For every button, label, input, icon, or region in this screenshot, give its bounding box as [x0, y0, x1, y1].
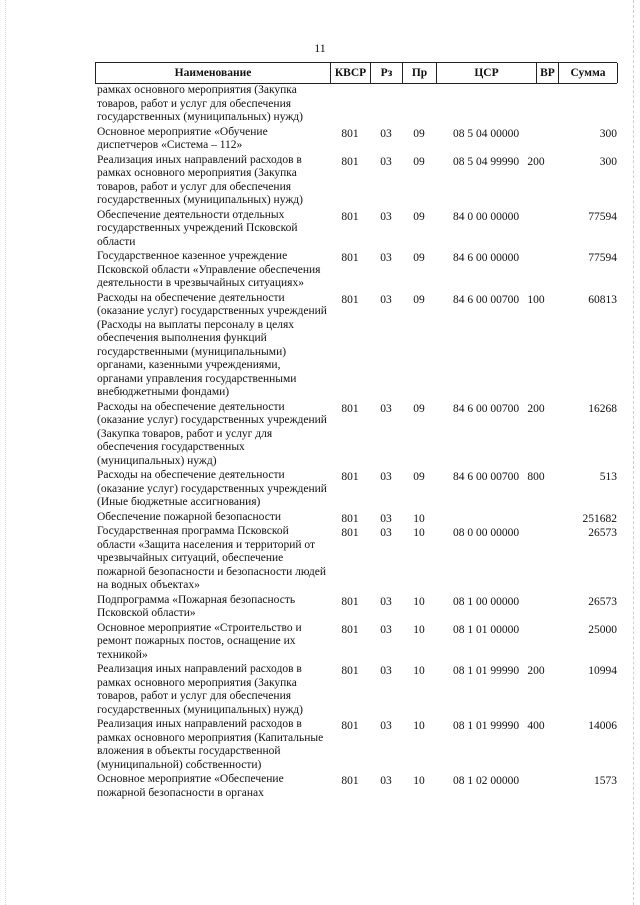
- row-rz: 03: [380, 665, 392, 677]
- row-kvsr: 801: [341, 512, 359, 525]
- row-pr: 10: [413, 512, 425, 525]
- row-name: Реализация иных направлений расходов в рамках основного мероприятия (Закупка товаров, работ и услуг для обеспечения государственных (муниципальных) нужд): [97, 153, 303, 206]
- table-row: [95, 469, 617, 510]
- row-kvsr: 801: [341, 402, 359, 415]
- table-row: [95, 209, 617, 250]
- row-sum: 26573: [588, 595, 617, 608]
- row-rz: 03: [380, 293, 392, 306]
- scan-left-edge: [5, 0, 7, 905]
- row-name: Обеспечение деятельности отдельных государственных учреждений Псковской области: [97, 208, 298, 248]
- row-kvsr: 801: [341, 155, 359, 168]
- row-pr: 09: [413, 471, 425, 483]
- table-row: [95, 663, 617, 717]
- row-sum: 300: [599, 155, 617, 168]
- row-csr: 84 6 00 00700: [452, 293, 520, 306]
- row-vr: 200: [527, 665, 545, 677]
- header-pr: Пр: [403, 63, 437, 83]
- row-name: Расходы на обеспечение деятельности (оказание услуг) государственных учреждений (Закупка товаров, работ и услуг для обеспечения государственных (муниципальных) нужд): [97, 400, 327, 467]
- row-csr: 08 0 00 00000: [452, 527, 520, 539]
- table-row: [95, 773, 617, 800]
- row-vr: 400: [527, 720, 545, 732]
- row-rz: 03: [380, 595, 392, 608]
- row-name: Обеспечение пожарной безопасности: [97, 510, 282, 523]
- table-row: [95, 250, 617, 291]
- header-vr: ВР: [537, 63, 559, 83]
- row-sum: 25000: [588, 623, 617, 636]
- row-sum: 16268: [588, 402, 617, 415]
- row-pr: 10: [413, 527, 425, 539]
- row-rz: 03: [380, 402, 392, 415]
- row-sum: 60813: [588, 293, 617, 306]
- row-name: Подпрограмма «Пожарная безопасность Псковской области»: [97, 593, 296, 619]
- row-pr: 10: [413, 623, 425, 636]
- page-number: 11: [314, 41, 326, 55]
- row-name: Расходы на обеспечение деятельности (оказание услуг) государственных учреждений (Расходы на выплаты персоналу в целях обеспечения выполнения функций государственными (муниципальными) органами, казенными учреждениями, органами управления государственными внебюджетными фондами): [97, 291, 327, 398]
- table-row: [95, 718, 617, 772]
- table-row: [95, 511, 617, 525]
- row-pr: 09: [413, 293, 425, 306]
- row-csr: 08 1 01 00000: [452, 623, 520, 636]
- row-sum: 77594: [588, 252, 617, 264]
- row-pr: 09: [413, 402, 425, 415]
- row-rz: 03: [380, 471, 392, 483]
- row-rz: 03: [380, 127, 392, 140]
- row-csr: 08 1 00 00000: [452, 595, 520, 608]
- row-kvsr: 801: [341, 127, 359, 140]
- row-kvsr: 801: [341, 252, 359, 264]
- row-csr: 84 6 00 00000: [452, 252, 520, 264]
- table-header: [95, 62, 617, 84]
- row-kvsr: 801: [341, 210, 359, 223]
- row-csr: 08 5 04 99990: [452, 155, 520, 168]
- row-kvsr: 801: [341, 595, 359, 608]
- row-kvsr: 801: [341, 293, 359, 306]
- row-csr: 84 6 00 00700: [452, 402, 520, 415]
- header-csr: ЦСР: [437, 63, 537, 83]
- row-sum: 10994: [588, 665, 617, 677]
- table-row: [95, 622, 617, 663]
- row-rz: 03: [380, 720, 392, 732]
- row-sum: 77594: [588, 210, 617, 223]
- row-name: Расходы на обеспечение деятельности (оказание услуг) государственных учреждений (Иные бюджетные ассигнования): [97, 469, 327, 508]
- row-sum: 26573: [588, 527, 617, 539]
- budget-table: [95, 62, 617, 801]
- row-sum: 251682: [582, 512, 617, 525]
- table-row: [95, 401, 617, 469]
- row-pr: 10: [413, 665, 425, 677]
- row-name: Реализация иных направлений расходов в рамках основного мероприятия (Капитальные вложения в объекты государственной (муниципальной) собственности): [97, 718, 324, 771]
- row-sum: 1573: [594, 775, 617, 787]
- row-csr: 08 1 01 99990: [452, 720, 520, 732]
- row-name: Реализация иных направлений расходов в рамках основного мероприятия (Закупка товаров, работ и услуг для обеспечения государственных (муниципальных) нужд): [97, 663, 303, 716]
- row-csr: 08 5 04 00000: [452, 127, 520, 140]
- row-kvsr: 801: [341, 775, 359, 787]
- row-sum: 513: [599, 471, 617, 483]
- row-kvsr: 801: [341, 623, 359, 636]
- row-pr: 10: [413, 720, 425, 732]
- row-vr: 100: [527, 293, 545, 306]
- header-rz: Рз: [371, 63, 403, 83]
- row-pr: 09: [413, 155, 425, 168]
- row-rz: 03: [380, 623, 392, 636]
- row-vr: 200: [527, 402, 545, 415]
- row-kvsr: 801: [341, 665, 359, 677]
- row-rz: 03: [380, 155, 392, 168]
- row-sum: 300: [599, 127, 617, 140]
- row-name: Государственная программа Псковской области «Защита населения и территорий от чрезвычайных ситуаций, обеспечение пожарной безопасности и безопасности людей на водных объектах»: [97, 525, 327, 591]
- row-vr: 200: [527, 155, 545, 168]
- row-rz: 03: [380, 252, 392, 264]
- row-csr: 08 1 02 00000: [452, 775, 520, 787]
- row-name: Основное мероприятие «Обучение диспетчеров «Система – 112»: [97, 125, 268, 151]
- row-pr: 10: [413, 775, 425, 787]
- table-row: [95, 154, 617, 208]
- row-csr: 84 0 00 00000: [452, 210, 520, 223]
- table-row: [95, 126, 617, 153]
- row-pr: 09: [413, 127, 425, 140]
- header-sum: Сумма: [559, 63, 618, 83]
- table-row: [95, 594, 617, 621]
- header-kvsr: КВСР: [331, 63, 371, 83]
- row-csr: 84 6 00 00700: [452, 471, 520, 483]
- row-rz: 03: [380, 512, 392, 525]
- scan-right-edge: [632, 0, 634, 905]
- row-pr: 09: [413, 252, 425, 264]
- row-rz: 03: [380, 527, 392, 539]
- row-pr: 09: [413, 210, 425, 223]
- header-name: Наименование: [96, 63, 331, 83]
- row-kvsr: 801: [341, 527, 359, 539]
- row-kvsr: 801: [341, 720, 359, 732]
- row-name: Основное мероприятие «Строительство и ремонт пожарных постов, оснащение их техникой»: [97, 621, 302, 661]
- table-row: [95, 84, 617, 125]
- table-row: [95, 292, 617, 400]
- row-vr: 800: [527, 471, 545, 483]
- row-rz: 03: [380, 775, 392, 787]
- table-row: [95, 525, 617, 593]
- row-name: рамках основного мероприятия (Закупка товаров, работ и услуг для обеспечения государственных (муниципальных) нужд): [97, 84, 303, 123]
- row-csr: 08 1 01 99990: [452, 665, 520, 677]
- row-name: Государственное казенное учреждение Псковской области «Управление обеспечения деятельности в чрезвычайных ситуациях»: [97, 250, 321, 289]
- row-pr: 10: [413, 595, 425, 608]
- row-name: Основное мероприятие «Обеспечение пожарной безопасности в органах: [97, 773, 284, 799]
- table-body: [95, 84, 617, 800]
- row-kvsr: 801: [341, 471, 359, 483]
- row-rz: 03: [380, 210, 392, 223]
- row-sum: 14006: [588, 720, 617, 732]
